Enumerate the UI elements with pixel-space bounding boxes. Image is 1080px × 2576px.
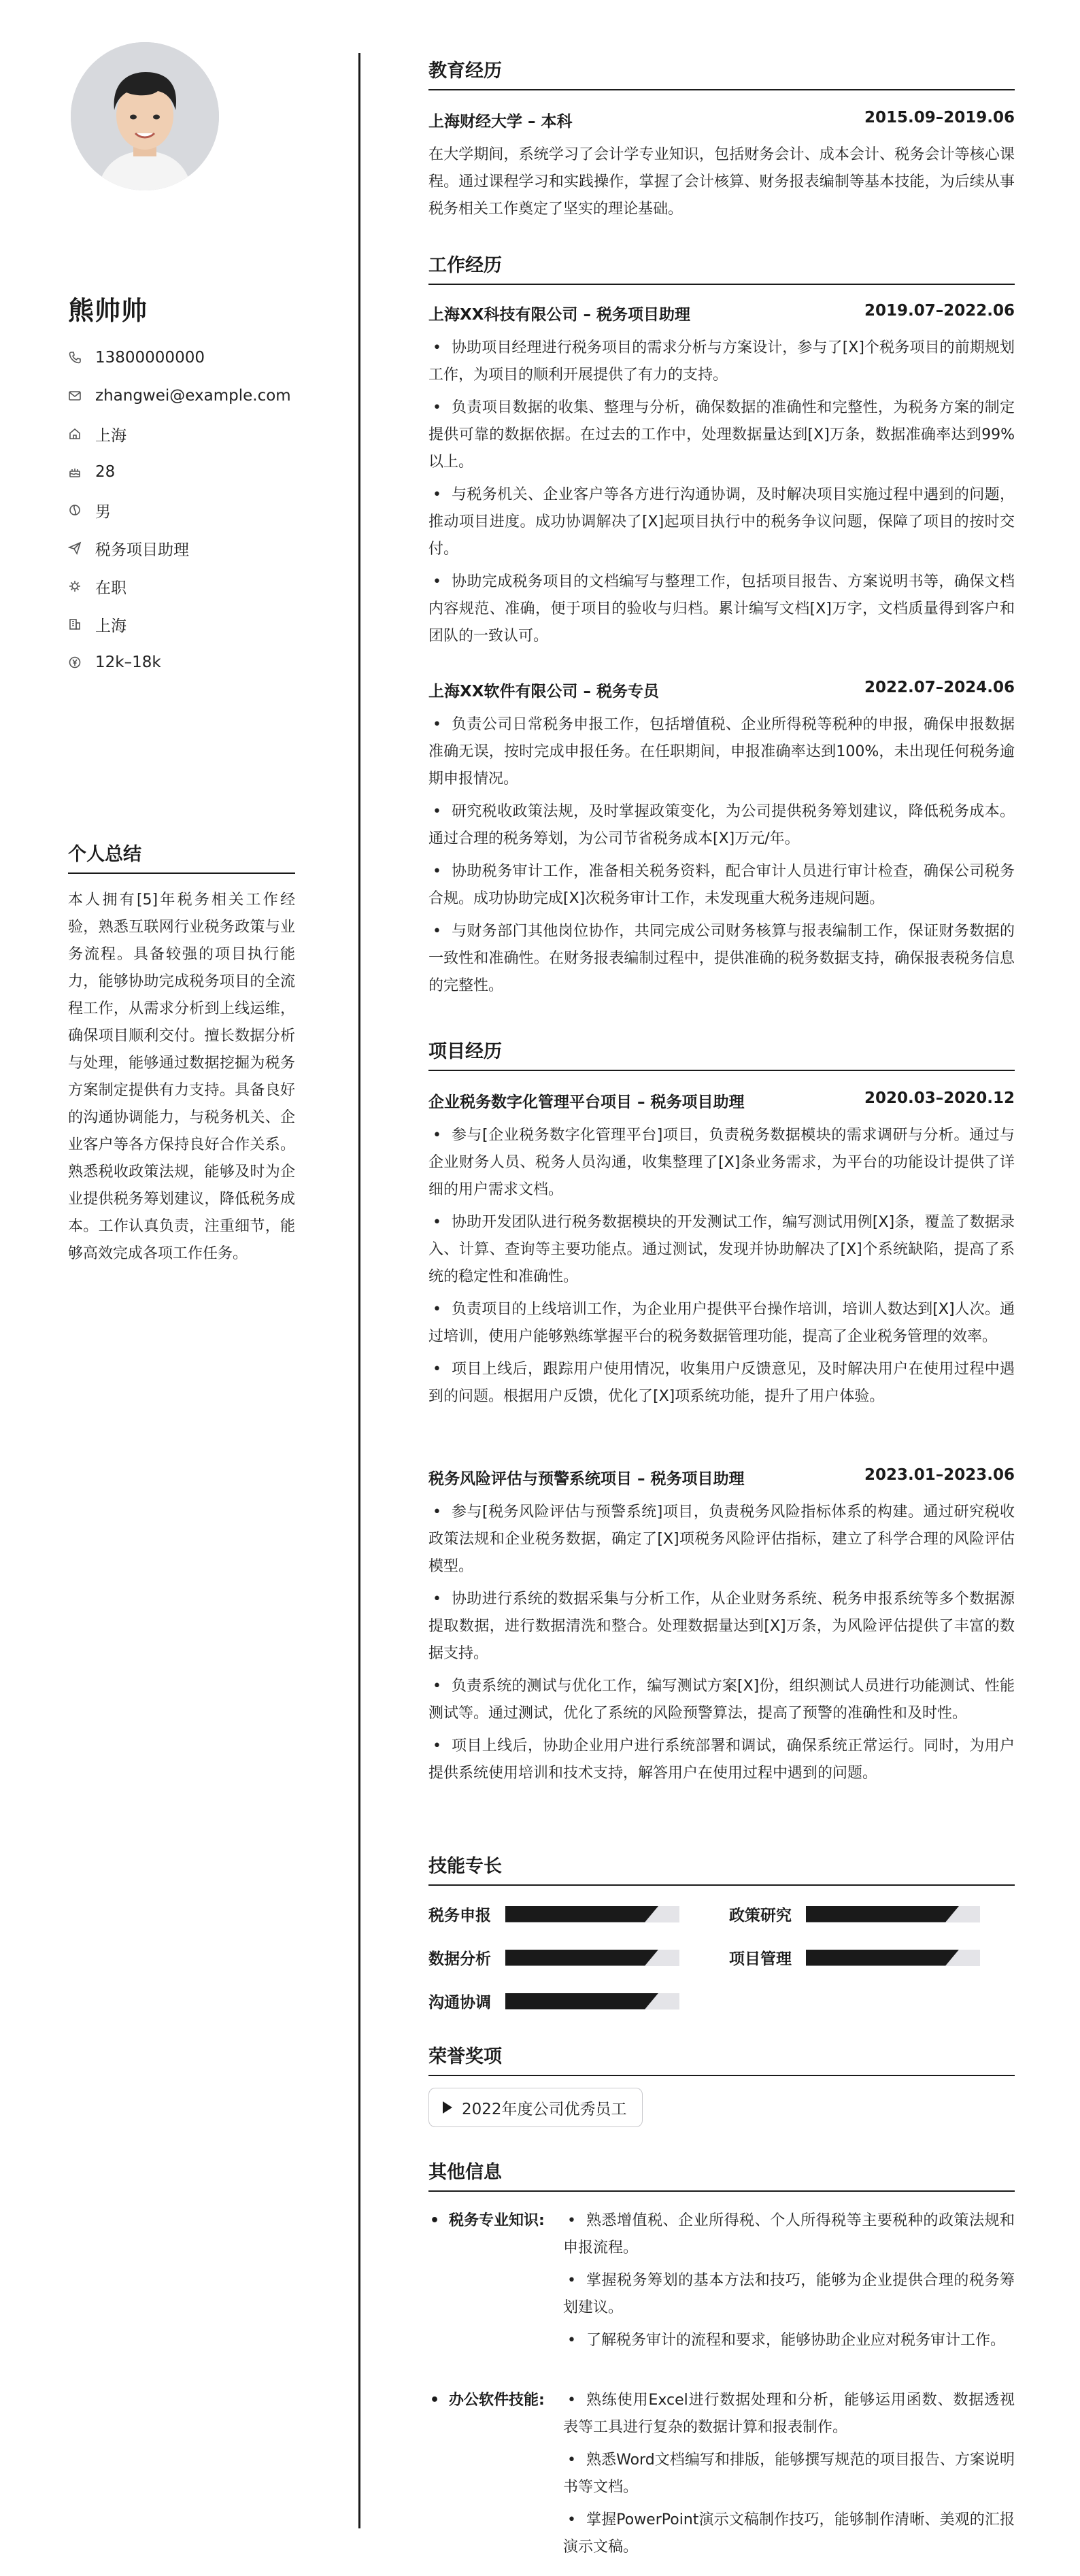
skills-heading: 技能专长 [428, 1851, 1015, 1886]
city-value: 上海 [95, 426, 126, 445]
list-item: • 与税务机关、企业客户等各方进行沟通协调，及时解决项目实施过程中遇到的问题，推动项目进度。成功协调解决了[X]起项目执行中的税务争议问题，保障了项目的按时交付。 [428, 481, 1015, 563]
skill-label: 税务申报 [428, 1907, 491, 1925]
other-info-label: • 办公软件技能: [428, 2387, 545, 2414]
project-title: 企业税务数字化管理平台项目 – 税务项目助理 [428, 1094, 745, 1111]
work-city-value: 上海 [95, 617, 126, 635]
list-item: • 研究税收政策法规，及时掌握政策变化，为公司提供税务筹划建议，降低税务成本。通过合理的税务筹划，为公司节省税务成本[X]万元/年。 [428, 798, 1015, 853]
project-period: 2023.01–2023.06 [864, 1466, 1015, 1484]
age-icon [68, 465, 95, 479]
skill-label: 项目管理 [729, 1950, 792, 1968]
job-bullets [428, 711, 1015, 1005]
project-bullets [428, 1122, 1015, 1416]
home-icon [68, 427, 95, 441]
skill-bar [806, 1906, 980, 1922]
skill-bar [505, 1906, 679, 1922]
skill-fill [806, 1906, 959, 1922]
education-period: 2015.09–2019.06 [864, 109, 1015, 126]
salary-icon [68, 656, 95, 669]
list-item: • 负责系统的测试与优化工作，编写测试方案[X]份，组织测试人员进行功能测试、性能测试等。通过测试，优化了系统的风险预警算法，提高了预警的准确性和及时性。 [428, 1673, 1015, 1727]
award-badge [428, 2088, 643, 2127]
skill-label: 数据分析 [428, 1950, 491, 1968]
list-item: • 协助项目经理进行税务项目的需求分析与方案设计，参与了[X]个税务项目的前期规划工作，为项目的顺利开展提供了有力的支持。 [428, 335, 1015, 389]
email-value: zhangwei@example.com [95, 387, 291, 405]
skill-label: 沟通协调 [428, 1994, 491, 2012]
list-item: • 协助开发团队进行税务数据模块的开发测试工作，编写测试用例[X]条，覆盖了数据录入、计算、查询等主要功能点。通过测试，发现并协助解决了[X]个系统缺陷，提高了系统的稳定性和准确性。 [428, 1209, 1015, 1291]
column-divider [358, 53, 360, 2528]
info-gender [68, 491, 291, 529]
list-item: • 项目上线后，协助企业用户进行系统部署和调试，确保系统正常运行。同时，为用户提供系统使用培训和技术支持，解答用户在使用过程中遇到的问题。 [428, 1733, 1015, 1787]
list-item: • 掌握税务筹划的基本方法和技巧，能够为企业提供合理的税务筹划建议。 [563, 2267, 1015, 2322]
play-triangle-icon [443, 2101, 452, 2114]
skill-fill [505, 1906, 658, 1922]
info-email [68, 377, 291, 415]
info-phone [68, 339, 291, 377]
education-description: 在大学期间，系统学习了会计学专业知识，包括财务会计、成本会计、税务会计等核心课程。通过课程学习和实践操作，掌握了会计核算、财务报表编制等基本技能，为后续从事税务相关工作奠定了坚实的理论基础。 [428, 146, 1015, 218]
sidebar [0, 0, 359, 2576]
job-period: 2019.07–2022.06 [864, 302, 1015, 320]
list-item: • 协助税务审计工作，准备相关税务资料，配合审计人员进行审计检查，确保公司税务合规。成功协助完成[X]次税务审计工作，未发现重大税务违规问题。 [428, 858, 1015, 913]
project-title: 税务风险评估与预警系统项目 – 税务项目助理 [428, 1470, 745, 1488]
info-salary [68, 643, 291, 681]
skill-fill [505, 1950, 658, 1966]
job-title: 上海XX科技有限公司 – 税务项目助理 [428, 306, 690, 324]
job-bullets [428, 335, 1015, 656]
award-label: 2022年度公司优秀员工 [462, 2100, 627, 2118]
avatar [71, 42, 219, 190]
job-title: 上海XX软件有限公司 – 税务专员 [428, 683, 659, 700]
gender-value: 男 [95, 503, 111, 521]
list-item: • 熟悉Word文档编写和排版，能够撰写规范的项目报告、方案说明书等文档。 [563, 2447, 1015, 2501]
status-value: 在职 [95, 579, 126, 597]
position-value: 税务项目助理 [95, 541, 189, 559]
skill-item [428, 1990, 679, 2012]
list-item: • 协助完成税务项目的文档编写与整理工作，包括项目报告、方案说明书等，确保文档内容规范、准确，便于项目的验收与归档。累计编写文档[X]万字，文档质量得到客户和团队的一致认可。 [428, 569, 1015, 650]
list-item: • 协助进行系统的数据采集与分析工作，从企业财务系统、税务申报系统等多个数据源提取数据，进行数据清洗和整合。处理数据量达到[X]万条，为风险评估提供了丰富的数据支持。 [428, 1586, 1015, 1667]
gender-icon [68, 503, 95, 517]
building-icon [68, 617, 95, 631]
info-position [68, 529, 291, 567]
education-heading: 教育经历 [428, 56, 1015, 90]
skill-fill [806, 1950, 959, 1966]
age-value: 28 [95, 463, 116, 481]
skill-fill [505, 1993, 658, 2010]
skill-item [729, 1903, 980, 1925]
work-heading: 工作经历 [428, 250, 1015, 285]
list-item: • 负责项目数据的收集、整理与分析，确保数据的准确性和完整性，为税务方案的制定提供可靠的数据依据。在过去的工作中，处理数据量达到[X]万条，数据准确率达到99%以上。 [428, 394, 1015, 476]
list-item: • 与财务部门其他岗位协作，共同完成公司财务核算与报表编制工作，保证财务数据的一致性和准确性。在财务报表编制过程中，提供准确的税务数据支持，确保报表税务信息的完整性。 [428, 918, 1015, 1000]
other-info-items [563, 2207, 1015, 2360]
list-item: • 熟练使用Excel进行数据处理和分析，能够运用函数、数据透视表等工具进行复杂的数据计算和报表制作。 [563, 2387, 1015, 2441]
list-item: • 负责项目的上线培训工作，为企业用户提供平台操作培训，培训人数达到[X]人次。通过培训，使用户能够熟练掌握平台的税务数据管理功能，提高了企业税务管理的效率。 [428, 1296, 1015, 1351]
project-period: 2020.03–2020.12 [864, 1089, 1015, 1107]
project-head [428, 1466, 1015, 1489]
info-status [68, 567, 291, 605]
list-item: • 了解税务审计的流程和要求，能够协助企业应对税务审计工作。 [563, 2327, 1015, 2354]
info-city [68, 415, 291, 453]
list-item: • 负责公司日常税务申报工作，包括增值税、企业所得税等税种的申报，确保申报数据准确无误，按时完成申报任务。在任职期间，申报准确率达到100%，未出现任何税务逾期申报情况。 [428, 711, 1015, 793]
skill-item [729, 1946, 980, 1969]
other-info-heading: 其他信息 [428, 2157, 1015, 2192]
contact-info-list [68, 339, 291, 681]
list-item: • 项目上线后，跟踪用户使用情况，收集用户反馈意见，及时解决用户在使用过程中遇到的问题。根据用户反馈，优化了[X]项系统功能，提升了用户体验。 [428, 1356, 1015, 1410]
project-bullets [428, 1499, 1015, 1793]
other-info-items [563, 2387, 1015, 2566]
status-icon [68, 579, 95, 593]
send-icon [68, 541, 95, 555]
info-age [68, 453, 291, 491]
skill-bar [505, 1993, 679, 2010]
candidate-name: 熊帅帅 [68, 296, 148, 326]
skill-item [428, 1946, 679, 1969]
phone-value: 13800000000 [95, 349, 205, 367]
list-item: • 参与[税务风险评估与预警系统]项目，负责税务风险指标体系的构建。通过研究税收政策法规和企业税务数据，确定了[X]项税务风险评估指标，建立了科学合理的风险评估模型。 [428, 1499, 1015, 1580]
salary-value: 12k–18k [95, 654, 161, 671]
skill-label: 政策研究 [729, 1907, 792, 1925]
skill-item [428, 1903, 679, 1925]
info-work-city [68, 605, 291, 643]
list-item: • 熟悉增值税、企业所得税、个人所得税等主要税种的政策法规和申报流程。 [563, 2207, 1015, 2262]
skill-bar [505, 1950, 679, 1966]
summary-text: 本人拥有[5]年税务相关工作经验，熟悉互联网行业税务政策与业务流程。具备较强的项目执行能力，能够协助完成税务项目的全流程工作，从需求分析到上线运维，确保项目顺利交付。擅长数据分析与处理，能够通过数据挖掘为税务方案制定提供有力支持。具备良好的沟通协调能力，与税务机关、企业客户等各方保持良好合作关系。熟悉税收政策法规，能够及时为企业提供税务筹划建议，降低税务成本。工作认真负责，注重细节，能够高效完成各项工作任务。 [68, 892, 295, 1262]
list-item: • 参与[企业税务数字化管理平台]项目，负责税务数据模块的需求调研与分析。通过与企业财务人员、税务人员沟通，收集整理了[X]条业务需求，为平台的功能设计提供了详细的用户需求文档。 [428, 1122, 1015, 1204]
job-head [428, 302, 1015, 324]
project-head [428, 1089, 1015, 1112]
education-entry-head [428, 109, 1015, 131]
summary-heading: 个人总结 [68, 839, 295, 874]
awards-heading: 荣誉奖项 [428, 2041, 1015, 2076]
phone-icon [68, 351, 95, 365]
job-period: 2022.07–2024.06 [864, 679, 1015, 696]
other-info-label: • 税务专业知识: [428, 2207, 545, 2235]
mail-icon [68, 389, 95, 403]
avatar-portrait-icon [71, 42, 219, 190]
projects-heading: 项目经历 [428, 1036, 1015, 1071]
school-name: 上海财经大学 – 本科 [428, 113, 573, 131]
skill-bar [806, 1950, 980, 1966]
list-item: • 掌握PowerPoint演示文稿制作技巧，能够制作清晰、美观的汇报演示文稿。 [563, 2507, 1015, 2561]
job-head [428, 679, 1015, 701]
